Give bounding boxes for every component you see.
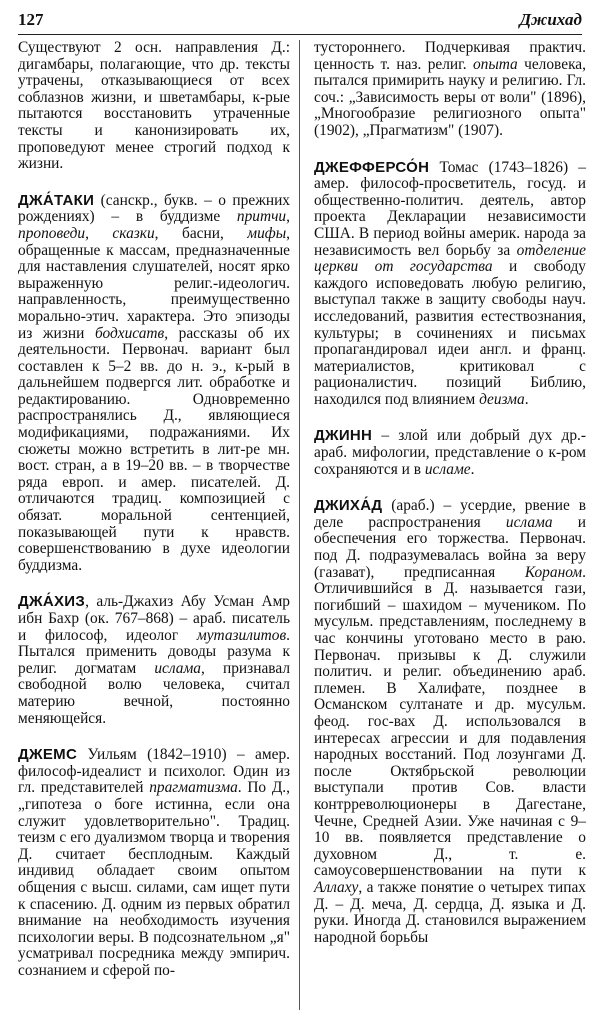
entry-term: ДЖА́ТАКИ: [18, 191, 95, 209]
cross-reference: прагматизма: [149, 779, 238, 797]
entry-text: .: [524, 390, 529, 408]
entry-term: ДЖА́ХИЗ: [18, 593, 86, 611]
cross-reference: бодхисатв: [94, 324, 165, 342]
entry-jahiz: [18, 594, 290, 727]
entry-text: . Пытался применить доводы разума к религ. догматам: [18, 626, 290, 677]
entry-text: Томас (1743–1826) – амер. философ-просветитель, госуд. и общественно-политич. деятель, автор проекта Декларации независимости США. В период войны америк. народа за независимость вел борьбу за: [314, 158, 586, 259]
entry-text: человека, пытался примирить науку и религию. Гл. соч.: „Зависимость веры от воли" (1896), „Многообразие религиозного опыта" (1902), „Прагматизм" (1907).: [314, 55, 586, 139]
entry-jinn: [314, 428, 586, 478]
entry-term: ДЖИНН: [314, 427, 373, 445]
entry-text: . По Д., „гипотеза о боге истинна, если она служит удовлетворительно". Традиц. теизм с его дуализмом творца и творения Д. считает бесплодным. Каждый индивид обладает своим опытом общения с высш. силами, сам ищет пути к спасению. Д. одним из первых обратил внимание на необходимость изучения психологии веры. В подсознательном „я" усматривал посредника между эмпирич. сознанием и сферой по-: [18, 779, 291, 979]
entry-term: ДЖЕМС: [18, 746, 78, 764]
entry-text: Уильям (1842–1910) – амер. философ-идеалист и психолог. Один из гл. представителей: [18, 746, 290, 797]
entry-jefferson: [314, 160, 586, 409]
cross-reference: исламе: [424, 460, 471, 478]
entry-text: – злой или добрый дух др.-араб. мифологии, представление о к-ром сохраняются и в: [314, 427, 586, 478]
entry-text: . Отличившийся в Д. называется гази, погибший – шахидом – мучеником. По мусульм. представлениям, последнему в час кончины уготовано место в раю. Первонач. призывы к Д. служили политич. и религ. объединению араб. племен. В Халифате, позднее в Османском султанате и др. мусульм. феод. гос-вах Д. использовался в интересах агрессии и для подавления народных восстаний. Под лозунгами Д. после Октябрьской революции выступали против Сов. власти контрреволюционеры в Дагестане, Чечне, Средней Азии. Уже начиная с 9–10 вв. появляется представление о духовном Д., т. е. самоусовершенствовании на пути к: [314, 563, 586, 880]
cross-reference: опыта: [472, 55, 518, 73]
cross-reference: ислама: [505, 513, 553, 531]
entry-text: , аль-Джахиз Абу Усман Амр ибн Бахр (ок. 767–868) – араб. писатель и философ, идеолог: [18, 593, 290, 644]
cross-reference: сказки: [112, 224, 155, 242]
entry-text: , басни,: [154, 224, 248, 242]
cross-reference: Аллаху: [314, 878, 359, 896]
entry-text: , признавал свободной волю человека, считал материю вечной, постоянно меняющейся.: [18, 659, 290, 727]
entry-text: и обеспечения его торжества. Первонач. под Д. подразумевалась война за веру (газават), предписанная: [314, 513, 586, 581]
entry-text: , обращенные к массам, предназначенные для наставления слушателей, носят ярко выраженную религ.-идеологич. направленность, преимущественно морально-этич. характера. Это эпизоды из жизни: [18, 224, 291, 342]
cross-reference: притчи: [236, 208, 287, 226]
entry-text: (араб.) – усердие, рвение в деле распространения: [314, 497, 586, 531]
entry-text: .: [470, 460, 475, 478]
entry-james: [18, 747, 290, 979]
cross-reference: деизма: [479, 390, 525, 408]
cross-reference: мифы: [247, 224, 287, 242]
column-divider: [299, 40, 300, 1010]
page-header: [18, 8, 582, 35]
entry-text: , рассказы об их деятельности. Первонач. вариант был составлен к 5–2 вв. до н. э., к-рый в дальнейшем подвергся лит. обработке и редактированию. Одновременно распространялись Д., являющиеся модификациями, подражаниями. Их сюжеты можно встретить в лит-ре мн. вост. стран, а в 19–20 вв. – в творчестве ряда европ. и амер. писателей. Д. отличаются традиц. композицией с обязат. моральной сентенцией, показывающей пути к нравств. совершенствованию в духе идеологии буддизма.: [18, 324, 290, 574]
continuation-text: Существуют 2 осн. направления Д.: дигамбары, полагающие, что др. тексты утрачены, отказывающиеся от всех соблазнов жизни, и шветамбары, к-рые пытаются восстановить утраченные тексты и канонизировать их, проповедуют менее строгий подход к жизни.: [18, 39, 290, 173]
page-number: 127: [18, 10, 44, 29]
entry-text: ,: [85, 224, 113, 242]
entry-term: ДЖЕФФЕРСО́Н: [314, 158, 430, 176]
running-title: Джихад: [519, 10, 582, 29]
cross-reference: ислама: [154, 659, 201, 677]
entry-text: тустороннего. Подчеркивая практич. ценность т. наз. религ.: [314, 39, 586, 73]
entry-term: ДЖИХА́Д: [314, 497, 383, 515]
entry-jataki: [18, 193, 290, 575]
cross-reference: отделение церкви от государства: [314, 241, 586, 276]
right-column: [314, 40, 586, 946]
cross-reference: мутазилитов: [196, 626, 287, 644]
left-column: [18, 40, 290, 979]
cross-reference: Кораном: [524, 563, 583, 581]
entry-jihad: [314, 498, 586, 946]
entry-text: (санскр., букв. – о прежних рождениях) – в буддизме: [18, 191, 290, 226]
entry-text: и свободу каждого исповедовать любую религию, выступал также в защиту свободы науч. исследований, развития естествознания, культуры; в сочинениях и письмах пропагандировал идеи англ. и франц. материалистов, критиковал с рационалистич. позиций Библию, находился под влиянием: [314, 258, 586, 408]
entry-text: , а также понятие о четырех типах Д. – Д. меча, Д. сердца, Д. языка и Д. руки. Иногда Д. становился выражением народной борьбы: [314, 878, 586, 946]
entry-james-continued: [314, 40, 586, 140]
entry-text: ,: [286, 208, 290, 226]
cross-reference: проповеди: [18, 224, 86, 242]
